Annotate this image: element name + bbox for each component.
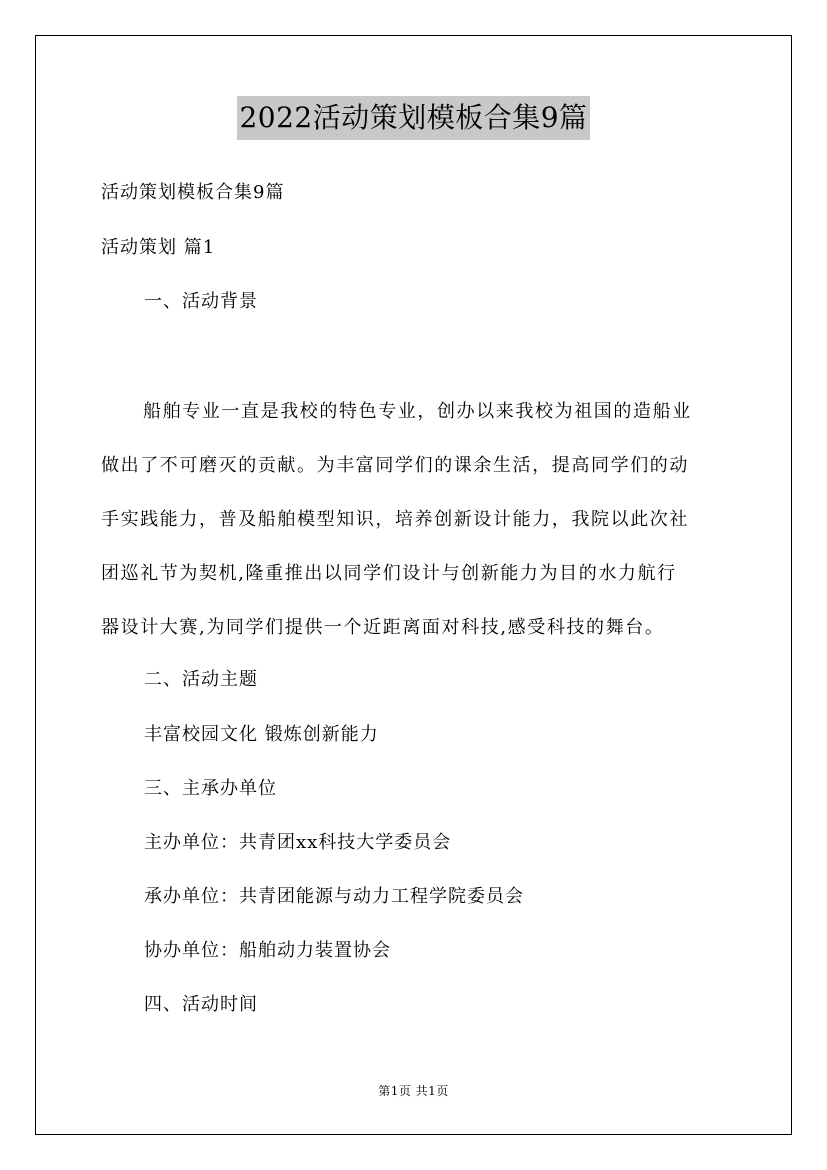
background-heading: 一、活动背景 [144,291,258,312]
document-subtitle: 活动策划模板合集9篇 [101,182,285,203]
paragraph-line: 器设计大赛,为同学们提供一个近距离面对科技,感受科技的舞台。 [101,617,665,638]
document-title: 2022活动策划模板合集9篇 [237,96,589,140]
paragraph-line: 手实践能力，普及船舶模型知识，培养创新设计能力，我院以此次社 [101,509,689,530]
organizer-heading: 三、主承办单位 [144,778,277,799]
section-label: 活动策划 篇1 [101,237,216,258]
paragraph-line: 船舶专业一直是我校的特色专业，创办以来我校为祖国的造船业 [143,401,692,422]
theme-heading: 二、活动主题 [144,669,258,690]
undertaker-unit: 承办单位：共青团能源与动力工程学院委员会 [144,886,524,907]
theme-text: 丰富校园文化 锻炼创新能力 [144,724,379,745]
page-footer: 第1页 共1页 [378,1084,449,1098]
time-heading: 四、活动时间 [144,994,258,1015]
title-wrapper [0,96,827,140]
paragraph-line: 做出了不可磨灭的贡献。为丰富同学们的课余生活，提高同学们的动 [101,455,689,476]
paragraph-line: 团巡礼节为契机,隆重推出以同学们设计与创新能力为目的水力航行 [101,563,677,584]
background-paragraph [101,385,726,655]
host-unit: 主办单位：共青团xx科技大学委员会 [144,832,452,853]
co-organizer-unit: 协办单位：船舶动力装置协会 [144,940,391,961]
